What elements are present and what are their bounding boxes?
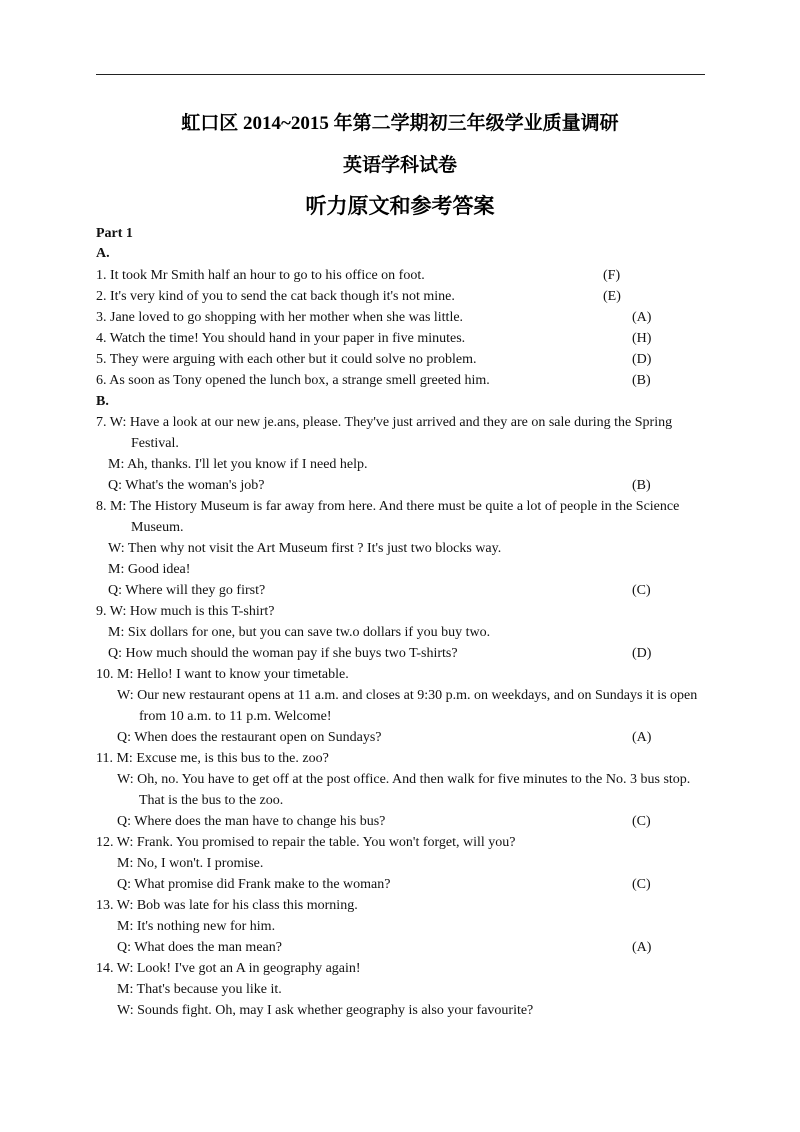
item-2-answer: (E) [603, 289, 621, 304]
header-rule [96, 74, 705, 75]
q12-line-1: 12. W: Frank. You promised to repair the table. You won't forget, will you? [96, 835, 516, 850]
q13-question: Q: What does the man mean? [117, 940, 282, 955]
q9-line-1: 9. W: How much is this T-shirt? [96, 604, 275, 619]
q11-line-3: That is the bus to the zoo. [139, 793, 284, 808]
q14-line-2: M: That's because you like it. [117, 982, 282, 997]
item-5-text: 5. They were arguing with each other but it could solve no problem. [96, 352, 477, 367]
q11-answer: (C) [632, 814, 651, 829]
q10-answer: (A) [632, 730, 652, 745]
answer-key-title: 听力原文和参考答案 [305, 194, 495, 218]
q11-line-2: W: Oh, no. You have to get off at the post office. And then walk for five minutes to the No. 3 bus stop. [117, 772, 691, 787]
item-4-text: 4. Watch the time! You should hand in your paper in five minutes. [96, 331, 466, 346]
q8-line-2: Museum. [131, 520, 184, 535]
q9-answer: (D) [632, 646, 652, 661]
q10-question: Q: When does the restaurant open on Sundays? [117, 730, 382, 745]
q8-line-4: M: Good idea! [108, 562, 191, 577]
item-1-answer: (F) [603, 268, 621, 283]
q12-line-2: M: No, I won't. I promise. [117, 856, 264, 871]
q7-line-1: 7. W: Have a look at our new je.ans, please. They've just arrived and they are on sale during the Spring [96, 415, 673, 430]
q9-question: Q: How much should the woman pay if she buys two T-shirts? [108, 646, 458, 661]
q7-line-3: M: Ah, thanks. I'll let you know if I need help. [108, 457, 368, 472]
part-label: Part 1 [96, 226, 133, 241]
q14-line-1: 14. W: Look! I've got an A in geography again! [96, 961, 361, 976]
q10-line-3: from 10 a.m. to 11 p.m. Welcome! [139, 709, 332, 724]
q13-line-1: 13. W: Bob was late for his class this morning. [96, 898, 358, 913]
q9-line-2: M: Six dollars for one, but you can save tw.o dollars if you buy two. [108, 625, 491, 640]
item-5-answer: (D) [632, 352, 652, 367]
q7-answer: (B) [632, 478, 651, 493]
q13-line-2: M: It's nothing new for him. [117, 919, 276, 934]
q14-line-3: W: Sounds fight. Oh, may I ask whether geography is also your favourite? [117, 1003, 534, 1018]
item-3-text: 3. Jane loved to go shopping with her mother when she was little. [96, 310, 464, 325]
exam-title: 虹口区 2014~2015 年第二学期初三年级学业质量调研 [181, 113, 619, 134]
item-2-text: 2. It's very kind of you to send the cat back though it's not mine. [96, 289, 455, 304]
q12-question: Q: What promise did Frank make to the woman? [117, 877, 391, 892]
q8-line-3: W: Then why not visit the Art Museum first ? It's just two blocks way. [108, 541, 502, 556]
q11-line-1: 11. M: Excuse me, is this bus to the. zoo? [96, 751, 329, 766]
q8-question: Q: Where will they go first? [108, 583, 266, 598]
item-4-answer: (H) [632, 331, 652, 346]
q7-line-2: Festival. [131, 436, 179, 451]
q10-line-1: 10. M: Hello! I want to know your timetable. [96, 667, 349, 682]
q11-question: Q: Where does the man have to change his bus? [117, 814, 386, 829]
subject-title: 英语学科试卷 [342, 155, 457, 176]
item-1-text: 1. It took Mr Smith half an hour to go to his office on foot. [96, 268, 425, 283]
section-a-label: A. [96, 246, 110, 261]
q10-line-2: W: Our new restaurant opens at 11 a.m. and closes at 9:30 p.m. on weekdays, and on Sundays it is open [117, 688, 698, 703]
q13-answer: (A) [632, 940, 652, 955]
item-6-answer: (B) [632, 373, 651, 388]
q7-question: Q: What's the woman's job? [108, 478, 265, 493]
q8-answer: (C) [632, 583, 651, 598]
q8-line-1: 8. M: The History Museum is far away from here. And there must be quite a lot of people in the Science [96, 499, 680, 514]
section-b-label: B. [96, 394, 109, 409]
item-6-text: 6. As soon as Tony opened the lunch box, a strange smell greeted him. [96, 373, 490, 388]
item-3-answer: (A) [632, 310, 652, 325]
q12-answer: (C) [632, 877, 651, 892]
